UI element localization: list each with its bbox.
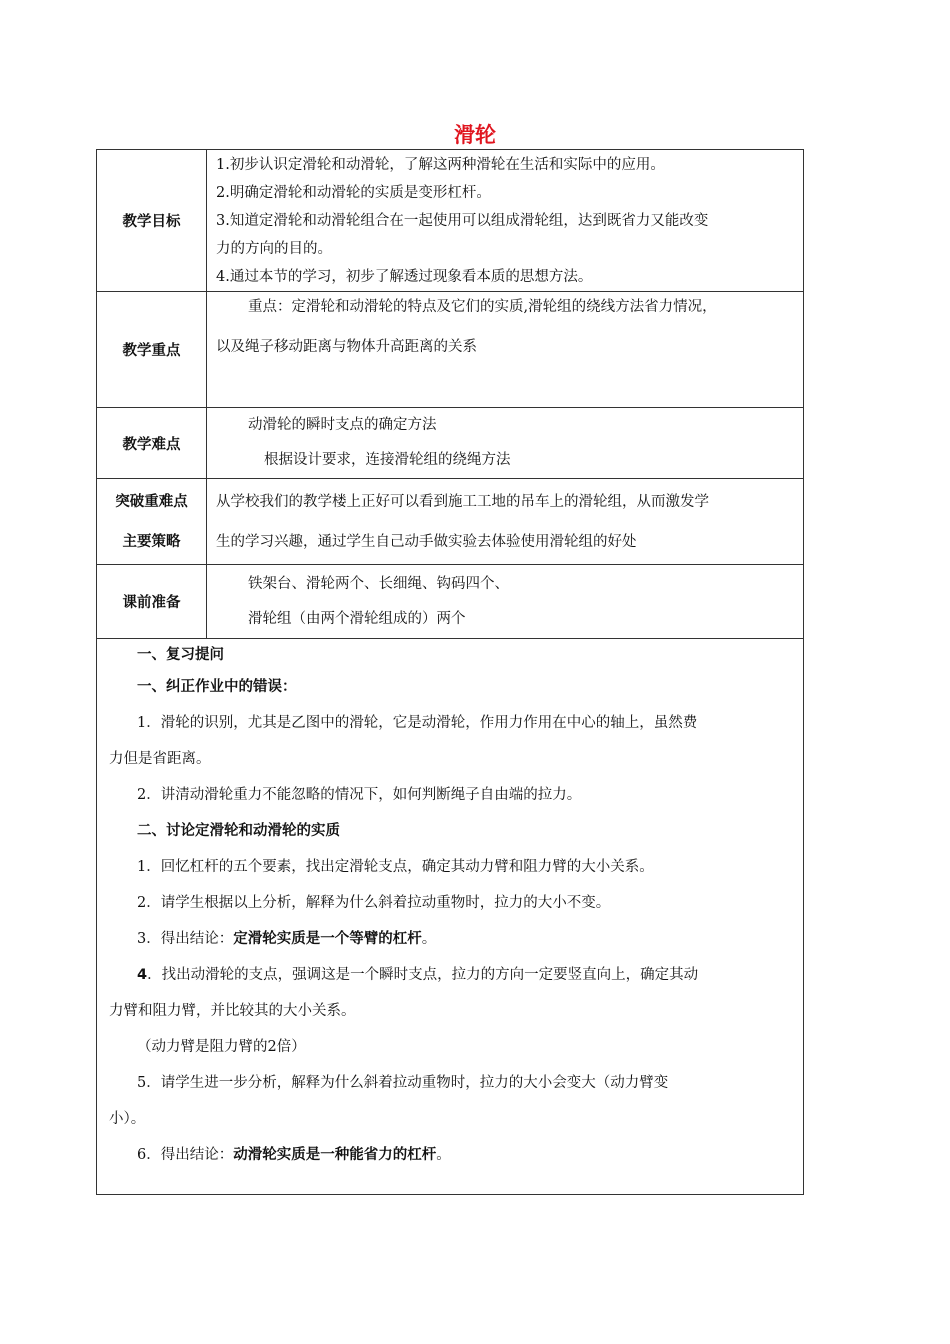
paragraph: （动力臂是阻力臂的2倍） <box>137 1039 306 1055</box>
conclusion-bold: 定滑轮实质是一个等臂的杠杆 <box>233 931 422 947</box>
paragraph: 1．滑轮的识别，尤其是乙图中的滑轮，它是动滑轮，作用力作用在中心的轴上，虽然费 <box>137 715 698 731</box>
paragraph: 5．请学生进一步分析，解释为什么斜着拉动重物时，拉力的大小会变大（动力臂变 <box>137 1075 669 1091</box>
teaching-process <box>97 639 804 1195</box>
paragraph <box>97 957 803 993</box>
row-teaching-process <box>97 639 804 1195</box>
row-difficulties <box>97 408 804 479</box>
label-strategy-line1: 突破重难点 <box>115 493 188 510</box>
goal-line: 2.明确定滑轮和动滑轮的实质是变形杠杆。 <box>216 184 491 201</box>
conclusion-prefix: 6．得出结论： <box>137 1147 234 1163</box>
difficulty-line: 动滑轮的瞬时支点的确定方法 <box>248 417 437 433</box>
goal-line: 力的方向的目的。 <box>216 240 332 257</box>
strategy-line: 生的学习兴趣，通过学生自己动手做实验去体验使用滑轮组的好处 <box>216 533 637 550</box>
difficulty-line: 根据设计要求，连接滑轮组的绕绳方法 <box>264 452 511 468</box>
goal-line: 4.通过本节的学习，初步了解透过现象看本质的思想方法。 <box>216 268 593 285</box>
conclusion-bold: 动滑轮实质是一种能省力的杠杆 <box>233 1147 437 1163</box>
row-strategy <box>97 479 804 565</box>
label-difficulties: 教学难点 <box>97 408 207 479</box>
label-preparation: 课前准备 <box>97 565 207 639</box>
conclusion-suffix: 。 <box>436 1147 451 1163</box>
paragraph: 力臂和阻力臂，并比较其的大小关系。 <box>109 1003 356 1019</box>
item-number: 4 <box>137 967 148 983</box>
conclusion-suffix: 。 <box>421 931 437 947</box>
page-title: 滑轮 <box>454 123 496 147</box>
lesson-plan-table <box>96 149 804 1195</box>
content-teaching-goals <box>207 150 804 292</box>
content-key-points <box>207 292 804 408</box>
row-teaching-goals <box>97 150 804 292</box>
paragraph <box>97 1137 803 1173</box>
content-preparation <box>207 565 804 639</box>
paragraph <box>97 921 803 957</box>
content-strategy <box>207 479 804 565</box>
section-heading: 一、复习提问 <box>137 647 224 663</box>
prep-line: 滑轮组（由两个滑轮组成的）两个 <box>248 610 466 627</box>
paragraph: 2．讲清动滑轮重力不能忽略的情况下，如何判断绳子自由端的拉力。 <box>137 787 582 803</box>
row-key-points <box>97 292 804 408</box>
item-text: ．找出动滑轮的支点，强调这是一个瞬时支点，拉力的方向一定要竖直向上，确定其动 <box>147 967 699 983</box>
row-preparation <box>97 565 804 639</box>
label-strategy <box>97 479 207 565</box>
section-heading: 二、讨论定滑轮和动滑轮的实质 <box>137 823 340 839</box>
key-line: 重点：定滑轮和动滑轮的特点及它们的实质,滑轮组的绕线方法省力情况， <box>248 299 717 315</box>
goal-line: 1.初步认识定滑轮和动滑轮，了解这两种滑轮在生活和实际中的应用。 <box>216 156 665 173</box>
label-key-points: 教学重点 <box>97 292 207 408</box>
key-line: 以及绳子移动距离与物体升高距离的关系 <box>216 339 477 355</box>
paragraph: 力但是省距离。 <box>109 751 211 767</box>
label-teaching-goals: 教学目标 <box>97 150 207 292</box>
paragraph: 2．请学生根据以上分析，解释为什么斜着拉动重物时，拉力的大小不变。 <box>137 895 611 911</box>
conclusion-prefix: 3．得出结论： <box>137 931 234 947</box>
prep-line: 铁架台、滑轮两个、长细绳、钩码四个、 <box>248 575 509 592</box>
paragraph: 小）。 <box>109 1111 146 1127</box>
strategy-line: 从学校我们的教学楼上正好可以看到施工工地的吊车上的滑轮组，从而激发学 <box>216 493 709 510</box>
label-strategy-line2: 主要策略 <box>122 533 181 550</box>
goal-line: 3.知道定滑轮和动滑轮组合在一起使用可以组成滑轮组，达到既省力又能改变 <box>216 212 709 229</box>
paragraph: 1．回忆杠杆的五个要素，找出定滑轮支点，确定其动力臂和阻力臂的大小关系。 <box>137 859 654 875</box>
section-heading: 一、纠正作业中的错误： <box>137 679 297 695</box>
content-difficulties <box>207 408 804 479</box>
